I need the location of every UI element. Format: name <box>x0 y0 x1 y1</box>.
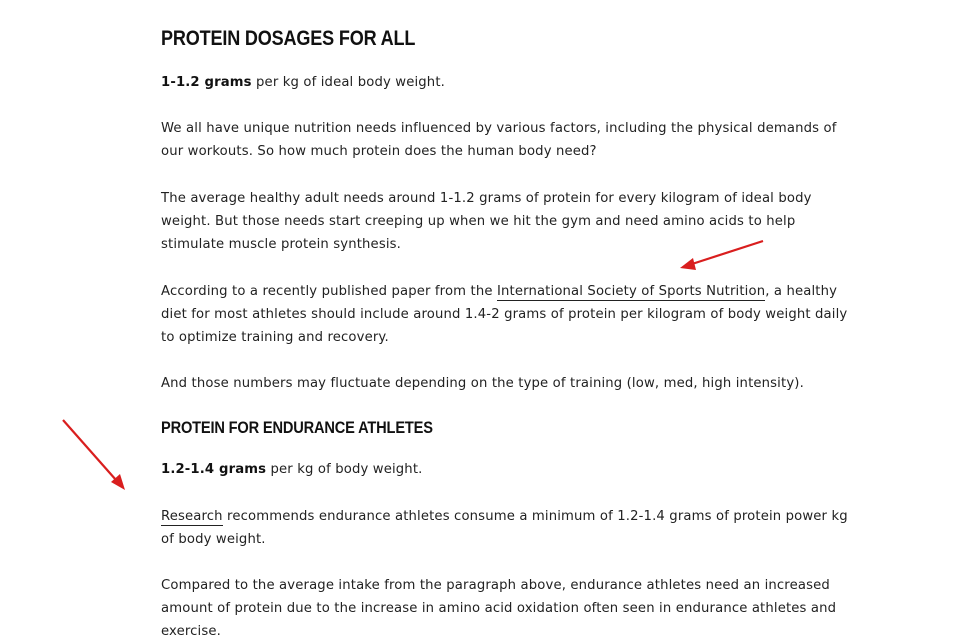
dosage-line-endurance <box>161 458 851 481</box>
paragraph-research <box>161 505 851 551</box>
arrow-head-issn <box>680 258 696 270</box>
dosage-bold: 1.2-1.4 grams <box>161 462 267 477</box>
section-heading-endurance: PROTEIN FOR ENDURANCE ATHLETES <box>161 418 433 437</box>
research-link[interactable]: Research <box>161 509 223 524</box>
paragraph-unique-needs: We all have unique nutrition needs influenced by various factors, including the physical demands of our workouts. So how much protein does the human body need? <box>161 121 837 159</box>
dosage-rest: per kg of ideal body weight. <box>251 75 445 90</box>
paragraph-average-adult: The average healthy adult needs around 1-1.2 grams of protein for every kilogram of ideal body weight. But those needs start creeping up when we hit the gym and need amino acids to help stimulate muscle protein synthesis. <box>161 191 812 252</box>
arrow-head-research <box>111 474 125 490</box>
arrow-shaft-research <box>63 420 116 480</box>
issn-text-after: , a healthy diet for most athletes should include around 1.4-2 grams of protein per kilogram of body weight daily to optimize training and recovery. <box>161 284 848 345</box>
section-heading-dosages: PROTEIN DOSAGES FOR ALL <box>161 27 416 50</box>
paragraph-intensity: And those numbers may fluctuate depending on the type of training (low, med, high intensity). <box>161 376 804 391</box>
paragraph-issn <box>161 280 851 349</box>
dosage-bold: 1-1.2 grams <box>161 75 252 90</box>
dosage-line-general <box>161 71 851 94</box>
issn-link[interactable]: International Society of Sports Nutrition <box>496 284 766 299</box>
research-text-after: recommends endurance athletes consume a minimum of 1.2-1.4 grams of protein power kg of body weight. <box>161 509 848 547</box>
issn-text-before: According to a recently published paper from the <box>161 284 497 299</box>
paragraph-comparison: Compared to the average intake from the paragraph above, endurance athletes need an increased amount of protein due to the increase in amino acid oxidation often seen in endurance athletes and exercise. <box>161 578 837 639</box>
dosage-rest: per kg of body weight. <box>266 462 423 477</box>
